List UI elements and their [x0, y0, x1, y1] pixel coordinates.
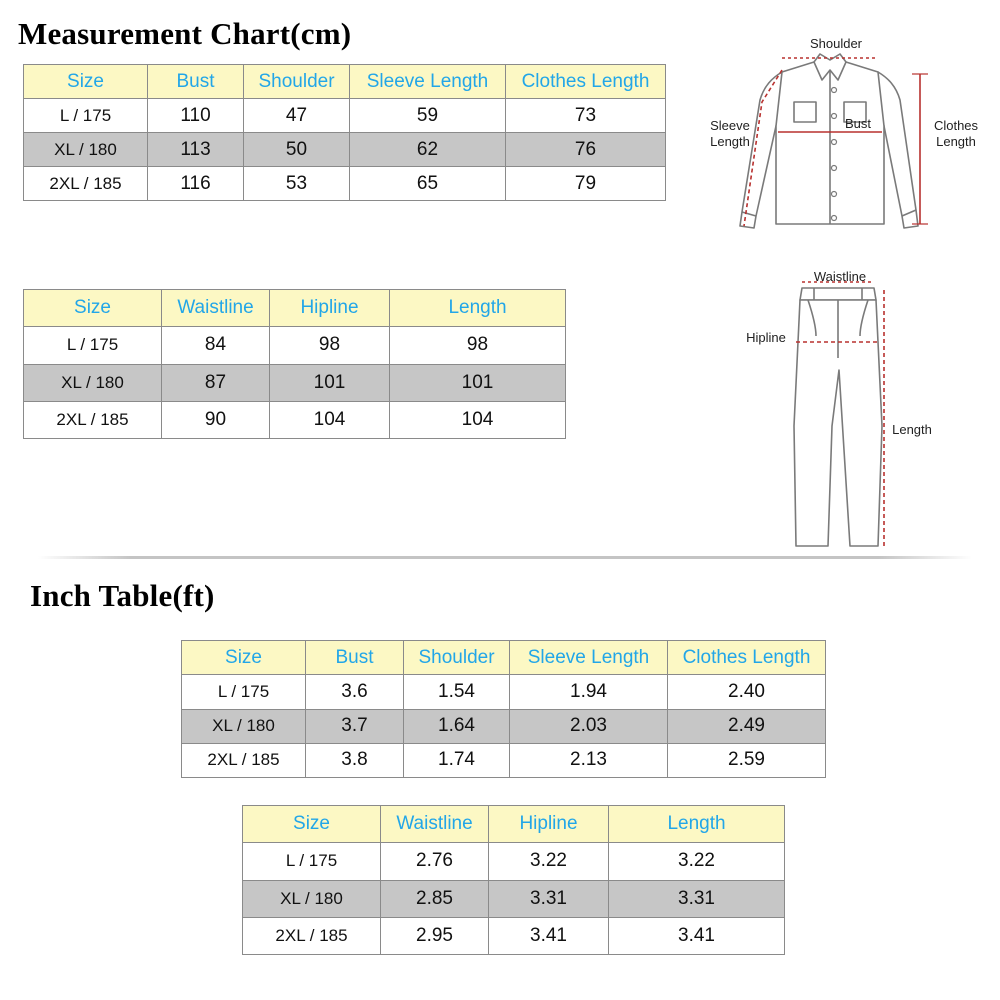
table-cell: 3.31 — [489, 880, 609, 917]
table-cell: 101 — [390, 364, 566, 401]
table-cell: 2.13 — [510, 743, 668, 777]
table-cell: 2.40 — [668, 675, 826, 709]
header-cell: Size — [243, 806, 381, 843]
table-row — [24, 364, 566, 401]
table-row — [182, 675, 826, 709]
table-cell: 3.41 — [609, 917, 785, 954]
header-cell: Size — [24, 290, 162, 327]
table-header-row — [243, 806, 785, 843]
table-cell: 47 — [244, 99, 350, 133]
size-cell: XL / 180 — [24, 133, 148, 167]
table-cell: 3.6 — [306, 675, 404, 709]
hipline-label: Hipline — [746, 330, 786, 345]
sleeve-label-line1: Sleeve — [710, 118, 750, 133]
table-cell: 79 — [506, 167, 666, 201]
table-cell: 3.22 — [489, 843, 609, 880]
table-cell: 62 — [350, 133, 506, 167]
table-cell: 59 — [350, 99, 506, 133]
table-cell: 50 — [244, 133, 350, 167]
header-cell: Sleeve Length — [350, 65, 506, 99]
table-cell: 2.85 — [381, 880, 489, 917]
pants-length-label: Length — [892, 422, 932, 437]
inch-top-table — [181, 640, 826, 778]
table-cell: 84 — [162, 327, 270, 364]
inch-pants-table — [242, 805, 785, 955]
table-cell: 104 — [270, 401, 390, 438]
size-cell: L / 175 — [182, 675, 306, 709]
header-cell: Shoulder — [244, 65, 350, 99]
header-cell: Size — [24, 65, 148, 99]
waistline-label: Waistline — [813, 269, 867, 284]
size-cell: 2XL / 185 — [182, 743, 306, 777]
header-cell: Bust — [306, 641, 404, 675]
table-row — [243, 880, 785, 917]
table-cell: 53 — [244, 167, 350, 201]
size-cell: 2XL / 185 — [24, 401, 162, 438]
table-cell: 2.95 — [381, 917, 489, 954]
table-row — [243, 843, 785, 880]
shirt-icon — [740, 54, 918, 228]
table-cell: 3.22 — [609, 843, 785, 880]
table-cell: 90 — [162, 401, 270, 438]
size-cell: XL / 180 — [182, 709, 306, 743]
size-cell: L / 175 — [24, 99, 148, 133]
clothes-label-line2: Length — [936, 134, 976, 149]
table-cell: 1.64 — [404, 709, 510, 743]
header-cell: Hipline — [270, 290, 390, 327]
header-cell: Clothes Length — [506, 65, 666, 99]
table-cell: 113 — [148, 133, 244, 167]
size-cell: 2XL / 185 — [243, 917, 381, 954]
table-row — [182, 743, 826, 777]
section-divider — [38, 556, 972, 559]
size-cell: 2XL / 185 — [24, 167, 148, 201]
header-cell: Waistline — [162, 290, 270, 327]
sleeve-label-line2: Length — [710, 134, 750, 149]
measurement-chart-title: Measurement Chart(cm) — [18, 16, 352, 51]
table-cell: 1.54 — [404, 675, 510, 709]
pants-icon — [794, 288, 882, 546]
shirt-diagram — [690, 30, 990, 245]
table-cell: 98 — [390, 327, 566, 364]
pants-diagram — [738, 266, 968, 556]
size-cell: XL / 180 — [24, 364, 162, 401]
bust-label: Bust — [844, 116, 872, 131]
header-cell: Hipline — [489, 806, 609, 843]
header-cell: Sleeve Length — [510, 641, 668, 675]
table-header-row — [24, 65, 666, 99]
table-cell: 65 — [350, 167, 506, 201]
header-cell: Shoulder — [404, 641, 510, 675]
header-cell: Size — [182, 641, 306, 675]
table-cell: 98 — [270, 327, 390, 364]
table-header-row — [24, 290, 566, 327]
header-cell: Length — [390, 290, 566, 327]
table-cell: 104 — [390, 401, 566, 438]
table-cell: 101 — [270, 364, 390, 401]
size-cell: L / 175 — [24, 327, 162, 364]
table-cell: 73 — [506, 99, 666, 133]
header-cell: Bust — [148, 65, 244, 99]
table-cell: 110 — [148, 99, 244, 133]
table-row — [182, 709, 826, 743]
cm-pants-table — [23, 289, 566, 439]
shoulder-label: Shoulder — [809, 36, 863, 51]
table-cell: 3.41 — [489, 917, 609, 954]
header-cell: Length — [609, 806, 785, 843]
inch-table-title: Inch Table(ft) — [30, 578, 215, 613]
header-cell: Waistline — [381, 806, 489, 843]
table-cell: 3.8 — [306, 743, 404, 777]
table-row — [243, 917, 785, 954]
table-row — [24, 327, 566, 364]
table-cell: 3.31 — [609, 880, 785, 917]
table-cell: 2.03 — [510, 709, 668, 743]
clothes-label-line1: Clothes — [933, 118, 979, 133]
table-row — [24, 133, 666, 167]
table-cell: 1.74 — [404, 743, 510, 777]
table-cell: 1.94 — [510, 675, 668, 709]
table-cell: 116 — [148, 167, 244, 201]
size-cell: XL / 180 — [243, 880, 381, 917]
table-header-row — [182, 641, 826, 675]
table-cell: 2.59 — [668, 743, 826, 777]
table-cell: 2.76 — [381, 843, 489, 880]
table-row — [24, 99, 666, 133]
cm-top-table — [23, 64, 666, 201]
header-cell: Clothes Length — [668, 641, 826, 675]
table-row — [24, 167, 666, 201]
table-cell: 87 — [162, 364, 270, 401]
table-cell: 2.49 — [668, 709, 826, 743]
table-cell: 76 — [506, 133, 666, 167]
table-cell: 3.7 — [306, 709, 404, 743]
size-cell: L / 175 — [243, 843, 381, 880]
table-row — [24, 401, 566, 438]
